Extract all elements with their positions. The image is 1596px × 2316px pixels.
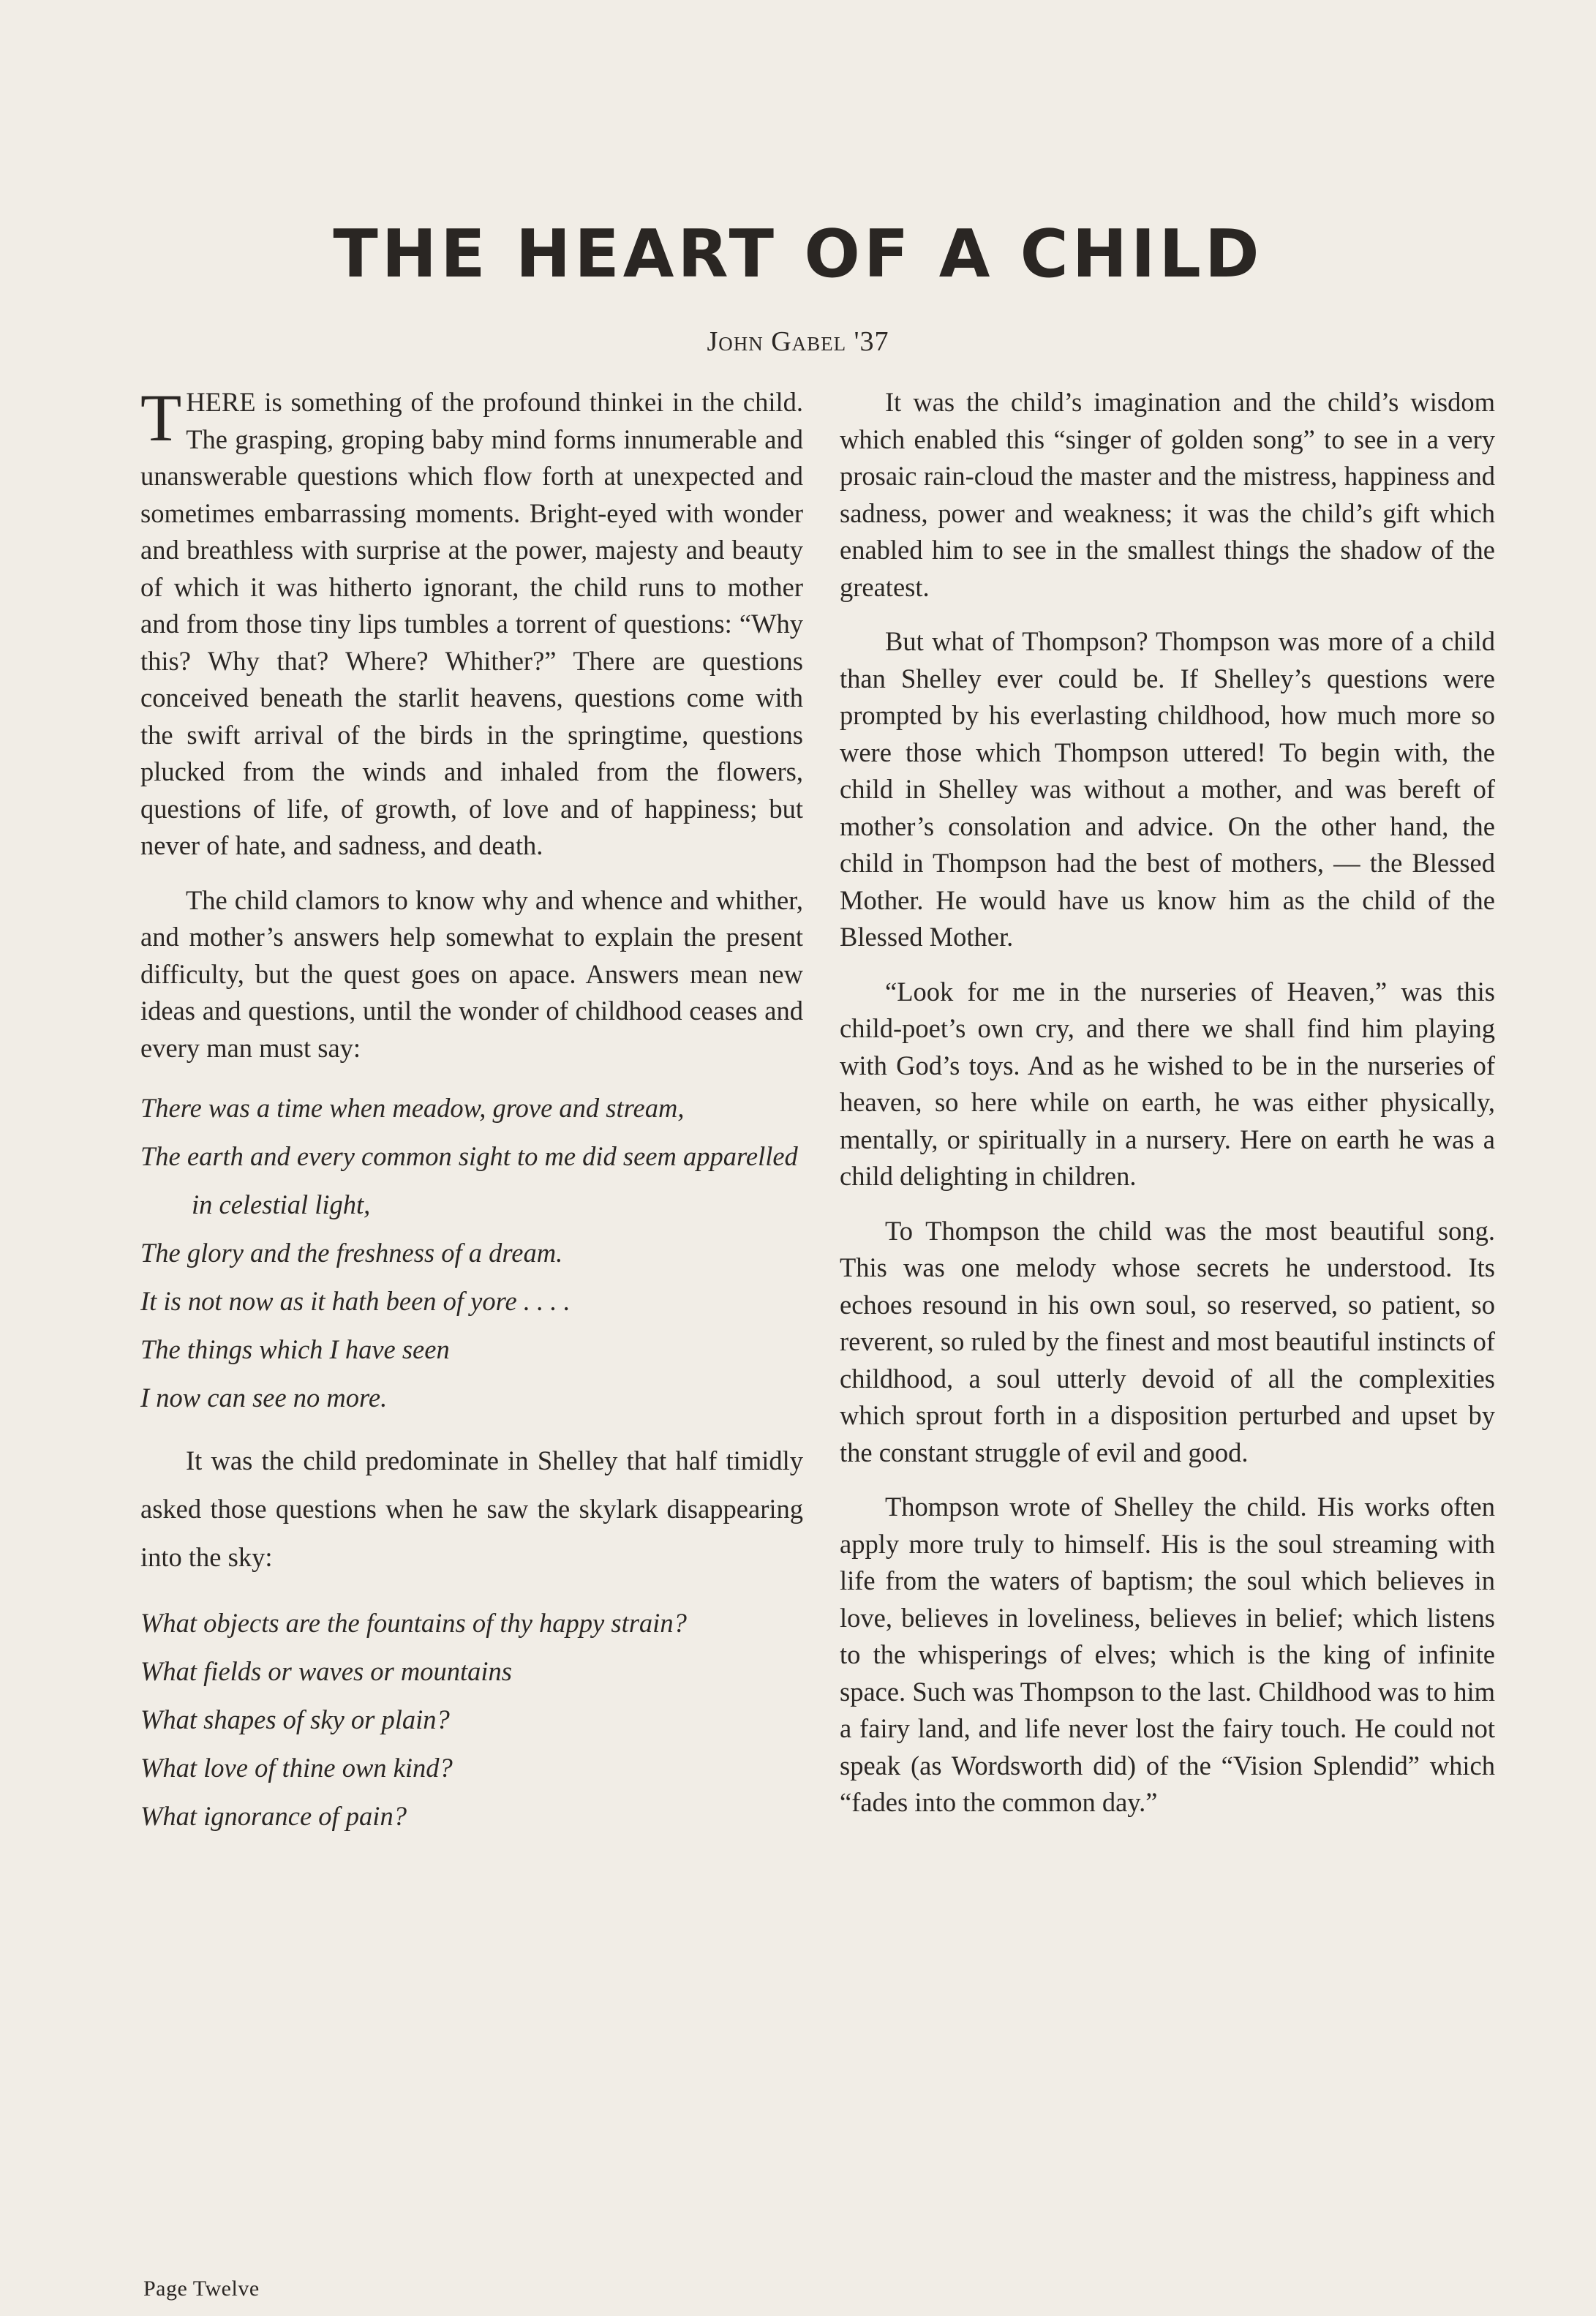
article-byline: John Gabel '37 <box>707 326 889 357</box>
left-column <box>140 380 803 1855</box>
poem-line: The earth and every common sight to me did seem apparelled in celestial light, <box>140 1141 798 1219</box>
poem-line: The glory and the freshness of a dream. <box>140 1238 563 1268</box>
poem-quote-shelley <box>140 1599 803 1841</box>
poem-line: What ignorance of pain? <box>140 1801 407 1831</box>
article-title: THE HEART OF A CHILD <box>333 216 1263 293</box>
paragraph: It was the child predominate in Shelley that half timidly asked those questions when he saw the skylark disappearing into the sky: <box>140 1445 803 1572</box>
poem-quote-wordsworth <box>140 1084 803 1422</box>
poem-line: The things which I have seen <box>140 1334 450 1364</box>
poem-line: I now can see no more. <box>140 1383 388 1413</box>
paragraph: It was the child’s imagination and the child’s wisdom which enabled this “singer of golden song” to see in a very prosaic rain-cloud the master and the mistress, happiness and sadness, power and weakness; it was the child’s gift which enabled him to see in the smallest things the shadow of the greatest. <box>840 387 1495 602</box>
paragraph: To Thompson the child was the most beautiful song. This was one melody whose secrets he understood. Its echoes resound in his own soul, so reserved, so patient, so reverent, so ruled by the finest and most beautiful instincts of childhood, a soul utterly devoid of all the complexities which sprout forth in a disposition perturbed and upset by the constant struggle of evil and good. <box>840 1215 1495 1467</box>
poem-line: What love of thine own kind? <box>140 1753 453 1783</box>
paragraph-text: HERE is something of the profound thinkei in the child. The grasping, groping baby mind forms innumerable and unanswerable questions which flow forth at unexpected and sometimes embarrassing moments. Bright-eyed with wonder and breathless with surprise at the power, majesty and beauty of which it was hitherto ignorant, the child runs to mother and from those tiny lips tumbles a torrent of questions: “Why this? Why that? Where? Whither?” There are questions conceived beneath the starlit heavens, questions come with the swift arrival of the birds in the springtime, questions plucked from the winds and inhaled from the flowers, questions of life, of growth, of love and of happiness; but never of hate, and sadness, and death. <box>140 387 803 860</box>
poem-line: What shapes of sky or plain? <box>140 1704 450 1734</box>
paragraph: The child clamors to know why and whence and whither, and mother’s answers help somewhat to explain the present difficulty, but the quest goes on apace. Answers mean new ideas and questions, until the wonder of childhood ceases and every man must say: <box>140 884 803 1063</box>
paragraph: “Look for me in the nurseries of Heaven,” was this child-poet’s own cry, and there we shall find him playing with God’s toys. And as he wished to be in the nurseries of heaven, so here while on earth, he was either physically, mentally, or spiritually in a nursery. Here on earth he was a child delighting in children. <box>840 976 1495 1191</box>
paragraph <box>140 380 803 865</box>
drop-cap: T <box>140 380 182 455</box>
poem-line: It is not now as it hath been of yore . . . . <box>140 1286 571 1316</box>
paragraph: Thompson wrote of Shelley the child. His works often apply more truly to himself. His is the soul streaming with life from the waters of baptism; the soul which believes in love, believes in loveliness, believes in belief; which listens to the whisperings of elves; which is the king of infinite space. Such was Thompson to the last. Childhood was to him a fairy land, and life never lost the fairy touch. He could not speak (as Wordsworth did) of the “Vision Splendid” which “fades into the common day.” <box>840 1492 1495 1817</box>
right-column <box>840 384 1495 1821</box>
poem-line: There was a time when meadow, grove and stream, <box>140 1093 685 1123</box>
poem-line: What objects are the fountains of thy happy strain? <box>140 1608 687 1638</box>
paragraph: But what of Thompson? Thompson was more of a child than Shelley ever could be. If Shelley’s questions were prompted by his everlasting childhood, how much more so were those which Thompson uttered! To begin with, the child in Shelley was without a mother, and was bereft of mother’s consolation and advice. On the other hand, the child in Thompson had the best of mothers, — the Blessed Mother. He would have us know him as the child of the Blessed Mother. <box>840 626 1495 952</box>
page-number: Page Twelve <box>143 2276 260 2301</box>
poem-line: What fields or waves or mountains <box>140 1656 512 1686</box>
